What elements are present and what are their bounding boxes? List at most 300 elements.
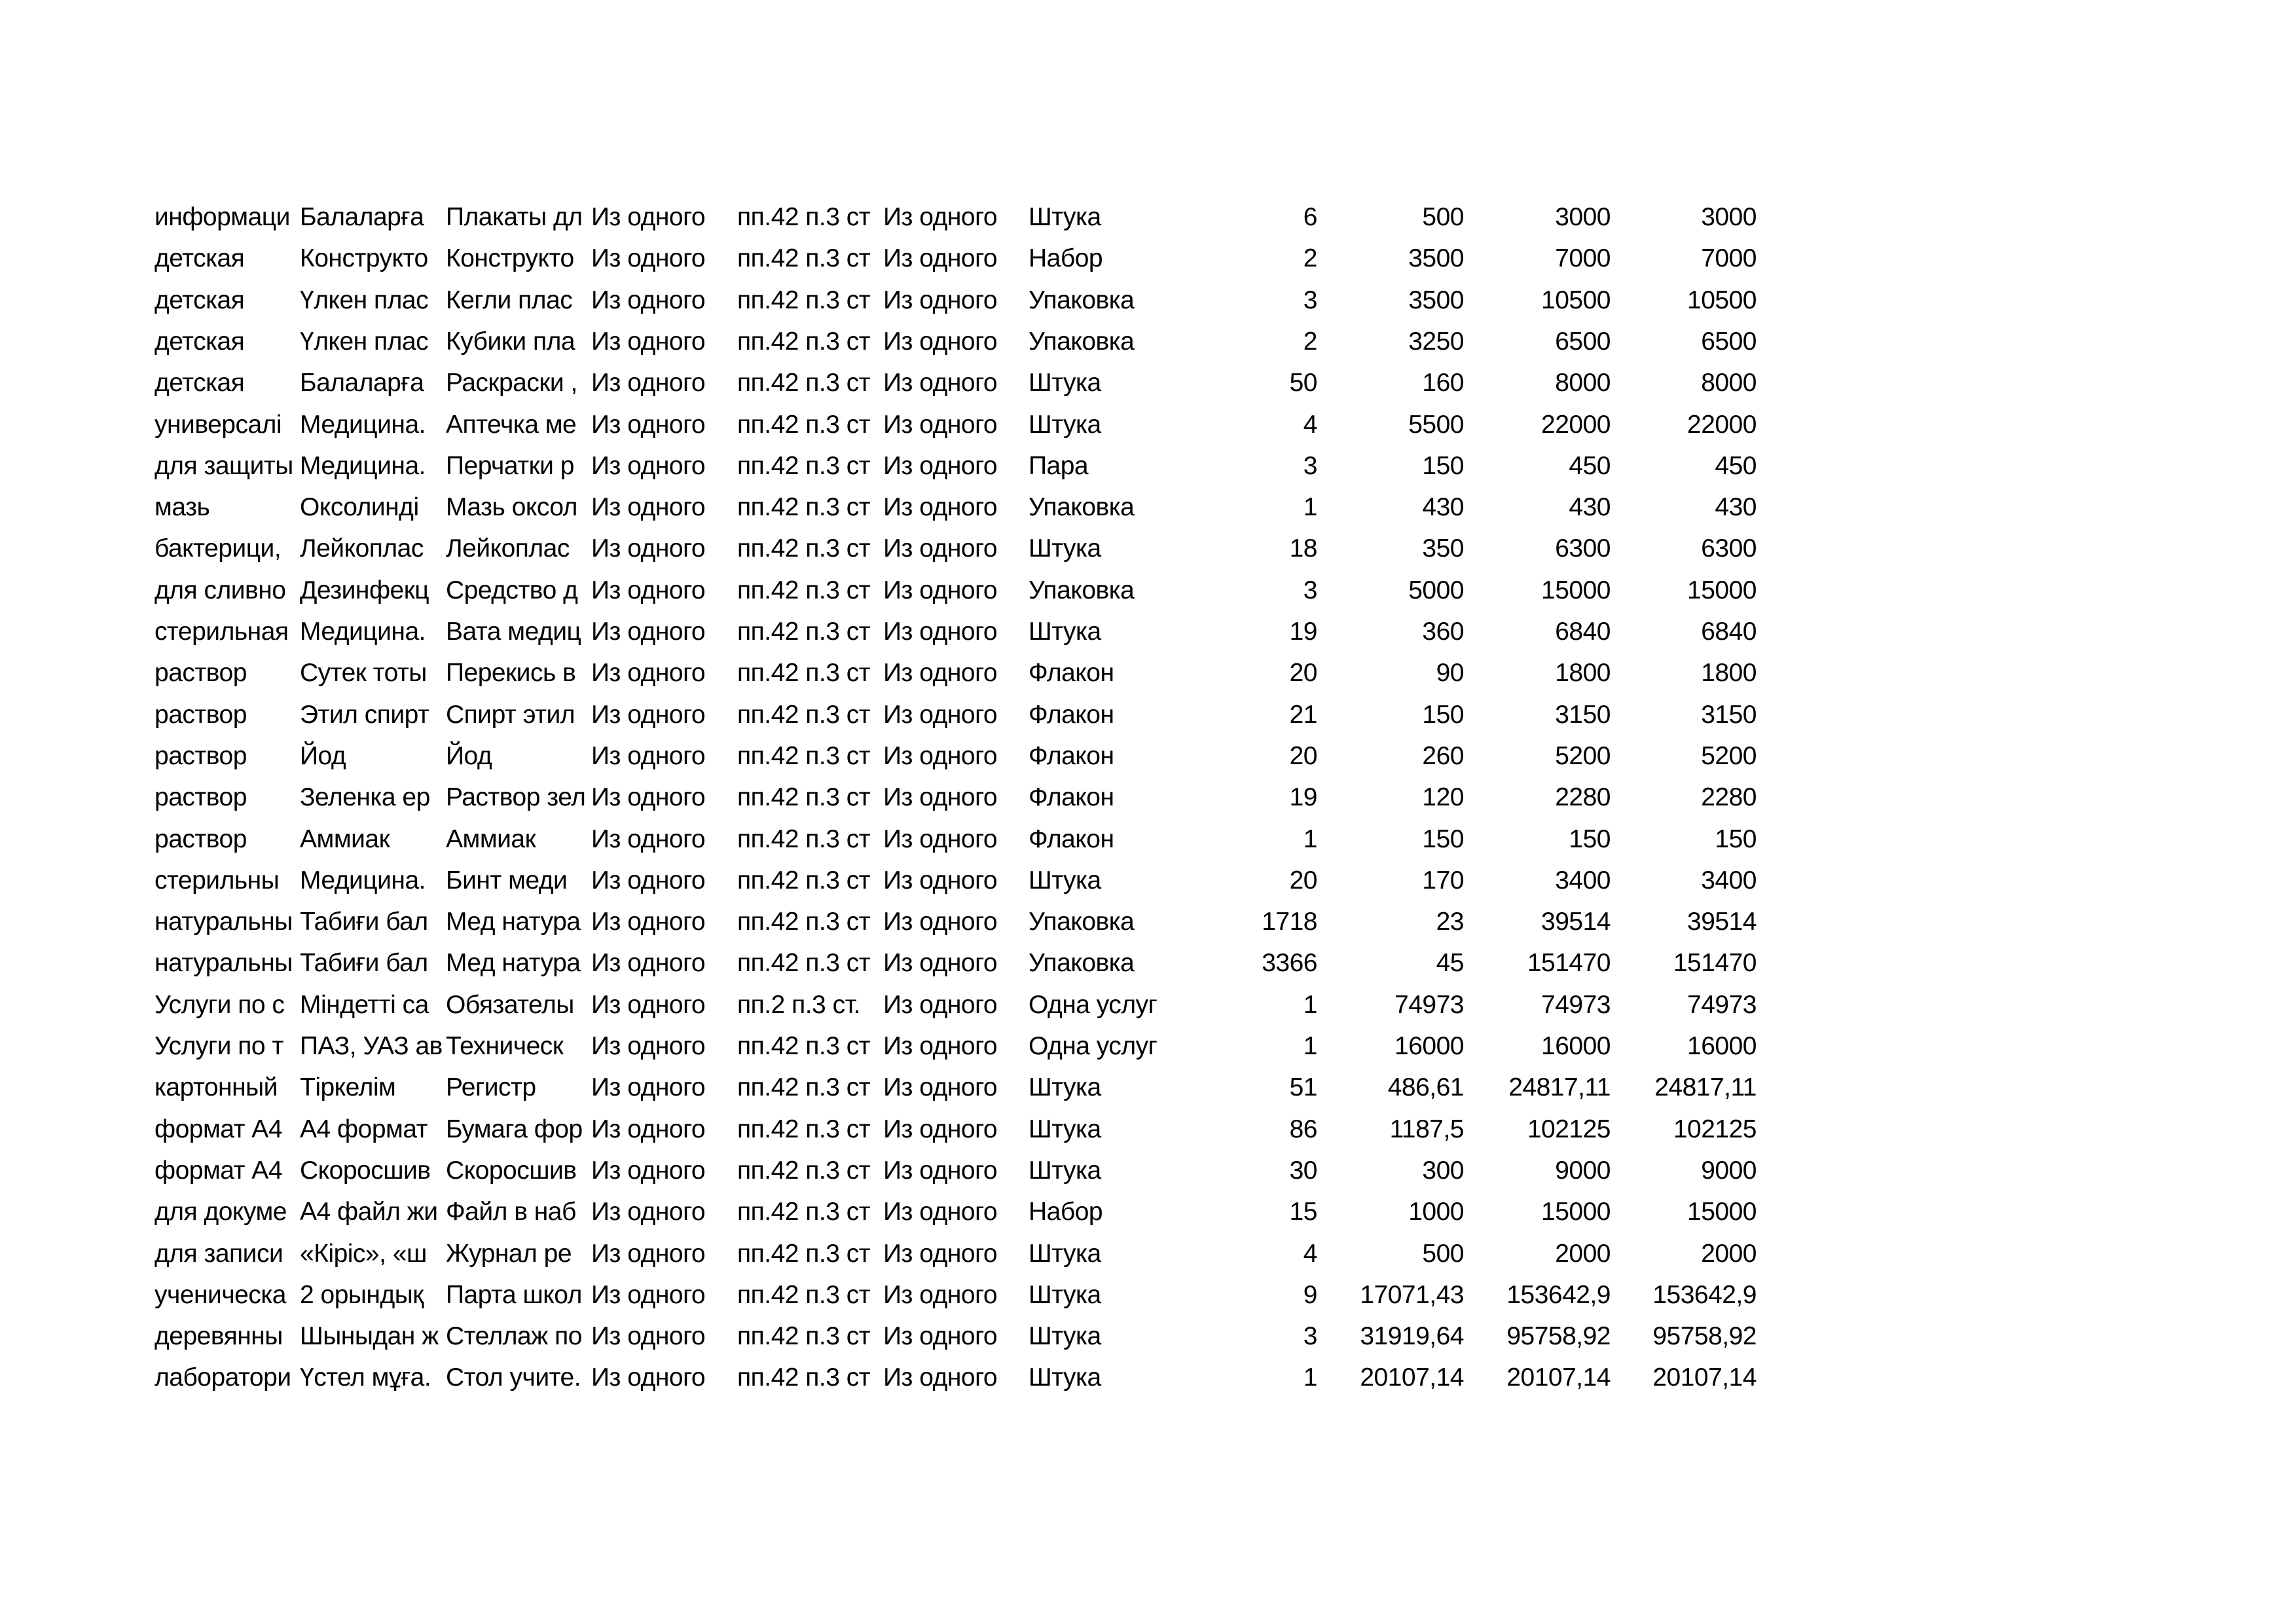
source-cell: Из одного (883, 1115, 998, 1143)
name-ru-cell: Кубики пла (446, 327, 575, 356)
category-cell: детская (155, 327, 245, 356)
price-cell: 31919,64 (1360, 1322, 1464, 1351)
source-cell: Из одного (883, 700, 998, 729)
method-cell: Из одного (591, 659, 706, 688)
table-row (0, 819, 1964, 860)
name-ru-cell: Перекись в (446, 659, 576, 688)
unit-cell: Флакон (1029, 659, 1114, 688)
name-ru-cell: Мед натура (446, 949, 581, 978)
method-cell: Из одного (591, 244, 706, 273)
table-row (0, 1316, 1964, 1357)
article-cell: пп.42 п.3 ст (737, 410, 871, 439)
price-cell: 160 (1422, 369, 1464, 397)
source-cell: Из одного (883, 866, 998, 895)
source-cell: Из одного (883, 286, 998, 314)
method-cell: Из одного (591, 203, 706, 231)
unit-cell: Штука (1029, 1280, 1101, 1309)
source-cell: Из одного (883, 990, 998, 1019)
quantity-cell: 2 (1303, 244, 1317, 273)
table-row (0, 611, 1964, 652)
source-cell: Из одного (883, 824, 998, 853)
unit-cell: Набор (1029, 244, 1103, 273)
quantity-cell: 1 (1303, 493, 1317, 522)
total-cell: 6300 (1701, 534, 1757, 563)
amount-cell: 20107,14 (1506, 1363, 1611, 1392)
method-cell: Из одного (591, 1198, 706, 1227)
price-cell: 360 (1422, 618, 1464, 646)
unit-cell: Штука (1029, 410, 1101, 439)
price-cell: 150 (1422, 451, 1464, 480)
article-cell: пп.42 п.3 ст (737, 576, 871, 604)
method-cell: Из одного (591, 1156, 706, 1185)
table-row (0, 1357, 1964, 1398)
price-cell: 3500 (1408, 244, 1464, 273)
table-row (0, 445, 1964, 487)
name-ru-cell: Аммиак (446, 824, 536, 853)
amount-cell: 5200 (1555, 741, 1611, 770)
price-cell: 74973 (1394, 990, 1464, 1019)
amount-cell: 6500 (1555, 327, 1611, 356)
name-ru-cell: Файл в наб (446, 1198, 576, 1227)
name-kz-cell: Үлкен плас (300, 327, 429, 356)
article-cell: пп.42 п.3 ст (737, 1032, 871, 1060)
unit-cell: Упаковка (1029, 908, 1135, 936)
amount-cell: 22000 (1541, 410, 1611, 439)
total-cell: 6500 (1701, 327, 1757, 356)
source-cell: Из одного (883, 451, 998, 480)
total-cell: 3000 (1701, 203, 1757, 231)
method-cell: Из одного (591, 286, 706, 314)
total-cell: 150 (1715, 824, 1757, 853)
total-cell: 9000 (1701, 1156, 1757, 1185)
source-cell: Из одного (883, 949, 998, 978)
quantity-cell: 3 (1303, 1322, 1317, 1351)
total-cell: 3400 (1701, 866, 1757, 895)
category-cell: деревянны (155, 1322, 283, 1351)
name-ru-cell: Обязателы (446, 990, 574, 1019)
source-cell: Из одного (883, 410, 998, 439)
quantity-cell: 50 (1289, 369, 1317, 397)
category-cell: для докуме (155, 1198, 287, 1227)
article-cell: пп.42 п.3 ст (737, 286, 871, 314)
source-cell: Из одного (883, 618, 998, 646)
price-cell: 17071,43 (1360, 1280, 1464, 1309)
name-kz-cell: Йод (300, 741, 346, 770)
name-ru-cell: Раскраски , (446, 369, 577, 397)
article-cell: пп.42 п.3 ст (737, 949, 871, 978)
name-ru-cell: Мазь оксол (446, 493, 577, 522)
amount-cell: 74973 (1541, 990, 1611, 1019)
source-cell: Из одного (883, 1363, 998, 1392)
name-kz-cell: Үстел мұға. (300, 1363, 431, 1392)
total-cell: 16000 (1687, 1032, 1757, 1060)
amount-cell: 39514 (1541, 908, 1611, 936)
unit-cell: Пара (1029, 451, 1089, 480)
category-cell: раствор (155, 700, 247, 729)
article-cell: пп.42 п.3 ст (737, 1280, 871, 1309)
amount-cell: 2000 (1555, 1239, 1611, 1268)
table-row (0, 984, 1964, 1025)
name-kz-cell: 2 орындық (300, 1280, 424, 1309)
name-kz-cell: Балаларға (300, 203, 424, 231)
name-ru-cell: Кегли плас (446, 286, 573, 314)
table-row (0, 901, 1964, 942)
unit-cell: Флакон (1029, 741, 1114, 770)
unit-cell: Упаковка (1029, 493, 1135, 522)
price-cell: 120 (1422, 783, 1464, 812)
method-cell: Из одного (591, 369, 706, 397)
price-cell: 5500 (1408, 410, 1464, 439)
price-cell: 170 (1422, 866, 1464, 895)
table-row (0, 1025, 1964, 1067)
article-cell: пп.42 п.3 ст (737, 1115, 871, 1143)
name-ru-cell: Регистр (446, 1073, 536, 1102)
unit-cell: Штука (1029, 1115, 1101, 1143)
price-cell: 16000 (1394, 1032, 1464, 1060)
table-row (0, 1233, 1964, 1274)
amount-cell: 3400 (1555, 866, 1611, 895)
method-cell: Из одного (591, 990, 706, 1019)
total-cell: 102125 (1673, 1115, 1757, 1143)
category-cell: натуральны (155, 908, 293, 936)
method-cell: Из одного (591, 700, 706, 729)
table-row (0, 280, 1964, 321)
article-cell: пп.42 п.3 ст (737, 1198, 871, 1227)
total-cell: 10500 (1687, 286, 1757, 314)
amount-cell: 150 (1569, 824, 1611, 853)
name-kz-cell: Медицина. (300, 866, 426, 895)
amount-cell: 8000 (1555, 369, 1611, 397)
price-cell: 486,61 (1387, 1073, 1464, 1102)
category-cell: Услуги по с (155, 990, 285, 1019)
name-kz-cell: Тіркелім (300, 1073, 396, 1102)
price-cell: 260 (1422, 741, 1464, 770)
category-cell: бактерици, (155, 534, 282, 563)
table-row (0, 528, 1964, 569)
category-cell: формат А4 (155, 1115, 283, 1143)
category-cell: ученическа (155, 1280, 286, 1309)
article-cell: пп.42 п.3 ст (737, 203, 871, 231)
source-cell: Из одного (883, 369, 998, 397)
total-cell: 15000 (1687, 1198, 1757, 1227)
total-cell: 2280 (1701, 783, 1757, 812)
category-cell: лаборатори (155, 1363, 291, 1392)
category-cell: универсалі (155, 410, 282, 439)
quantity-cell: 2 (1303, 327, 1317, 356)
article-cell: пп.42 п.3 ст (737, 1322, 871, 1351)
name-kz-cell: Табиғи бал (300, 949, 428, 978)
unit-cell: Штука (1029, 1239, 1101, 1268)
article-cell: пп.42 п.3 ст (737, 1073, 871, 1102)
amount-cell: 15000 (1541, 576, 1611, 604)
method-cell: Из одного (591, 1239, 706, 1268)
method-cell: Из одного (591, 908, 706, 936)
amount-cell: 1800 (1555, 659, 1611, 688)
category-cell: Услуги по т (155, 1032, 283, 1060)
name-kz-cell: А4 файл жи (300, 1198, 438, 1227)
amount-cell: 15000 (1541, 1198, 1611, 1227)
name-kz-cell: Сутек тоты (300, 659, 427, 688)
unit-cell: Штука (1029, 1363, 1101, 1392)
method-cell: Из одного (591, 866, 706, 895)
price-cell: 150 (1422, 824, 1464, 853)
name-ru-cell: Журнал ре (446, 1239, 572, 1268)
category-cell: стерильная (155, 618, 289, 646)
amount-cell: 2280 (1555, 783, 1611, 812)
name-kz-cell: Медицина. (300, 451, 426, 480)
total-cell: 5200 (1701, 741, 1757, 770)
price-cell: 430 (1422, 493, 1464, 522)
method-cell: Из одного (591, 534, 706, 563)
name-ru-cell: Стеллаж по (446, 1322, 582, 1351)
quantity-cell: 1 (1303, 824, 1317, 853)
unit-cell: Штука (1029, 1156, 1101, 1185)
name-kz-cell: Үлкен плас (300, 286, 429, 314)
source-cell: Из одного (883, 203, 998, 231)
amount-cell: 6840 (1555, 618, 1611, 646)
table-row (0, 735, 1964, 777)
method-cell: Из одного (591, 618, 706, 646)
name-ru-cell: Мед натура (446, 908, 581, 936)
name-ru-cell: Скоросшив (446, 1156, 577, 1185)
table-row (0, 1067, 1964, 1108)
category-cell: информаци (155, 203, 290, 231)
source-cell: Из одного (883, 783, 998, 812)
category-cell: стерильны (155, 866, 280, 895)
price-cell: 500 (1422, 1239, 1464, 1268)
amount-cell: 10500 (1541, 286, 1611, 314)
amount-cell: 450 (1569, 451, 1611, 480)
unit-cell: Флакон (1029, 783, 1114, 812)
method-cell: Из одного (591, 576, 706, 604)
name-kz-cell: Дезинфекц (300, 576, 429, 604)
quantity-cell: 20 (1289, 741, 1317, 770)
amount-cell: 151470 (1527, 949, 1611, 978)
unit-cell: Набор (1029, 1198, 1103, 1227)
name-ru-cell: Техническ (446, 1032, 564, 1060)
article-cell: пп.42 п.3 ст (737, 534, 871, 563)
total-cell: 7000 (1701, 244, 1757, 273)
amount-cell: 7000 (1555, 244, 1611, 273)
amount-cell: 16000 (1541, 1032, 1611, 1060)
table-row (0, 1274, 1964, 1316)
article-cell: пп.42 п.3 ст (737, 824, 871, 853)
name-kz-cell: Этил спирт (300, 700, 429, 729)
name-ru-cell: Бинт меди (446, 866, 568, 895)
name-kz-cell: А4 формат (300, 1115, 428, 1143)
unit-cell: Упаковка (1029, 327, 1135, 356)
article-cell: пп.42 п.3 ст (737, 783, 871, 812)
name-ru-cell: Вата медиц (446, 618, 581, 646)
source-cell: Из одного (883, 327, 998, 356)
quantity-cell: 4 (1303, 410, 1317, 439)
source-cell: Из одного (883, 1198, 998, 1227)
price-cell: 300 (1422, 1156, 1464, 1185)
total-cell: 39514 (1687, 908, 1757, 936)
total-cell: 95758,92 (1652, 1322, 1757, 1351)
name-kz-cell: Балаларға (300, 369, 424, 397)
source-cell: Из одного (883, 908, 998, 936)
name-ru-cell: Парта школ (446, 1280, 582, 1309)
table-row (0, 860, 1964, 901)
amount-cell: 9000 (1555, 1156, 1611, 1185)
unit-cell: Флакон (1029, 700, 1114, 729)
total-cell: 24817,11 (1654, 1073, 1757, 1102)
article-cell: пп.42 п.3 ст (737, 700, 871, 729)
table-row (0, 1191, 1964, 1232)
quantity-cell: 51 (1289, 1073, 1317, 1102)
name-ru-cell: Йод (446, 741, 492, 770)
name-ru-cell: Аптечка ме (446, 410, 577, 439)
price-cell: 3500 (1408, 286, 1464, 314)
source-cell: Из одного (883, 493, 998, 522)
name-ru-cell: Стол учите. (446, 1363, 581, 1392)
article-cell: пп.42 п.3 ст (737, 1239, 871, 1268)
name-kz-cell: Зеленка ер (300, 783, 430, 812)
quantity-cell: 86 (1289, 1115, 1317, 1143)
price-cell: 350 (1422, 534, 1464, 563)
method-cell: Из одного (591, 1280, 706, 1309)
method-cell: Из одного (591, 949, 706, 978)
amount-cell: 153642,9 (1506, 1280, 1611, 1309)
source-cell: Из одного (883, 659, 998, 688)
price-cell: 5000 (1408, 576, 1464, 604)
quantity-cell: 15 (1289, 1198, 1317, 1227)
table-row (0, 321, 1964, 362)
quantity-cell: 20 (1289, 659, 1317, 688)
quantity-cell: 1 (1303, 1363, 1317, 1392)
quantity-cell: 3 (1303, 576, 1317, 604)
table-row (0, 652, 1964, 693)
table-row (0, 404, 1964, 445)
quantity-cell: 18 (1289, 534, 1317, 563)
total-cell: 153642,9 (1652, 1280, 1757, 1309)
quantity-cell: 30 (1289, 1156, 1317, 1185)
name-ru-cell: Конструкто (446, 244, 574, 273)
quantity-cell: 21 (1289, 700, 1317, 729)
source-cell: Из одного (883, 1156, 998, 1185)
article-cell: пп.42 п.3 ст (737, 659, 871, 688)
unit-cell: Штука (1029, 866, 1101, 895)
method-cell: Из одного (591, 451, 706, 480)
price-cell: 1187,5 (1389, 1115, 1464, 1143)
table-row (0, 570, 1964, 611)
unit-cell: Упаковка (1029, 576, 1135, 604)
amount-cell: 102125 (1527, 1115, 1611, 1143)
name-kz-cell: Лейкоплас (300, 534, 424, 563)
category-cell: для записи (155, 1239, 283, 1268)
article-cell: пп.42 п.3 ст (737, 369, 871, 397)
unit-cell: Упаковка (1029, 286, 1135, 314)
method-cell: Из одного (591, 493, 706, 522)
article-cell: пп.42 п.3 ст (737, 741, 871, 770)
article-cell: пп.42 п.3 ст (737, 451, 871, 480)
article-cell: пп.42 п.3 ст (737, 618, 871, 646)
quantity-cell: 9 (1303, 1280, 1317, 1309)
method-cell: Из одного (591, 783, 706, 812)
price-cell: 45 (1436, 949, 1464, 978)
name-kz-cell: Конструкто (300, 244, 428, 273)
category-cell: раствор (155, 741, 247, 770)
table-row (0, 1109, 1964, 1150)
method-cell: Из одного (591, 1032, 706, 1060)
quantity-cell: 19 (1289, 618, 1317, 646)
price-cell: 90 (1436, 659, 1464, 688)
price-cell: 20107,14 (1360, 1363, 1464, 1392)
table-row (0, 196, 1964, 238)
category-cell: детская (155, 244, 245, 273)
name-kz-cell: Міндетті са (300, 990, 429, 1019)
name-ru-cell: Плакаты дл (446, 203, 583, 231)
method-cell: Из одного (591, 741, 706, 770)
table-row (0, 777, 1964, 818)
price-cell: 3250 (1408, 327, 1464, 356)
name-kz-cell: «Кіріс», «ш (300, 1239, 427, 1268)
source-cell: Из одного (883, 534, 998, 563)
total-cell: 3150 (1701, 700, 1757, 729)
total-cell: 2000 (1701, 1239, 1757, 1268)
source-cell: Из одного (883, 1032, 998, 1060)
category-cell: для защиты (155, 451, 293, 480)
total-cell: 15000 (1687, 576, 1757, 604)
category-cell: натуральны (155, 949, 293, 978)
table-row (0, 487, 1964, 528)
name-ru-cell: Спирт этил (446, 700, 575, 729)
unit-cell: Упаковка (1029, 949, 1135, 978)
total-cell: 151470 (1673, 949, 1757, 978)
name-ru-cell: Средство д (446, 576, 578, 604)
total-cell: 1800 (1701, 659, 1757, 688)
category-cell: формат А4 (155, 1156, 283, 1185)
name-ru-cell: Перчатки р (446, 451, 574, 480)
total-cell: 6840 (1701, 618, 1757, 646)
quantity-cell: 20 (1289, 866, 1317, 895)
quantity-cell: 3366 (1262, 949, 1317, 978)
quantity-cell: 1 (1303, 1032, 1317, 1060)
article-cell: пп.42 п.3 ст (737, 866, 871, 895)
name-kz-cell: ПАЗ, УАЗ ав (300, 1032, 443, 1060)
amount-cell: 24817,11 (1508, 1073, 1611, 1102)
quantity-cell: 3 (1303, 451, 1317, 480)
category-cell: картонный (155, 1073, 278, 1102)
source-cell: Из одного (883, 1239, 998, 1268)
quantity-cell: 1 (1303, 990, 1317, 1019)
unit-cell: Штука (1029, 1322, 1101, 1351)
method-cell: Из одного (591, 410, 706, 439)
name-kz-cell: Медицина. (300, 410, 426, 439)
price-cell: 150 (1422, 700, 1464, 729)
table-row (0, 942, 1964, 984)
unit-cell: Штука (1029, 203, 1101, 231)
name-ru-cell: Бумага фор (446, 1115, 583, 1143)
quantity-cell: 1718 (1262, 908, 1317, 936)
source-cell: Из одного (883, 1073, 998, 1102)
amount-cell: 6300 (1555, 534, 1611, 563)
total-cell: 8000 (1701, 369, 1757, 397)
unit-cell: Штука (1029, 1073, 1101, 1102)
source-cell: Из одного (883, 244, 998, 273)
article-cell: пп.42 п.3 ст (737, 327, 871, 356)
article-cell: пп.2 п.3 ст. (737, 990, 860, 1019)
category-cell: раствор (155, 659, 247, 688)
amount-cell: 3000 (1555, 203, 1611, 231)
quantity-cell: 19 (1289, 783, 1317, 812)
method-cell: Из одного (591, 327, 706, 356)
article-cell: пп.42 п.3 ст (737, 908, 871, 936)
method-cell: Из одного (591, 824, 706, 853)
category-cell: детская (155, 286, 245, 314)
name-kz-cell: Аммиак (300, 824, 390, 853)
